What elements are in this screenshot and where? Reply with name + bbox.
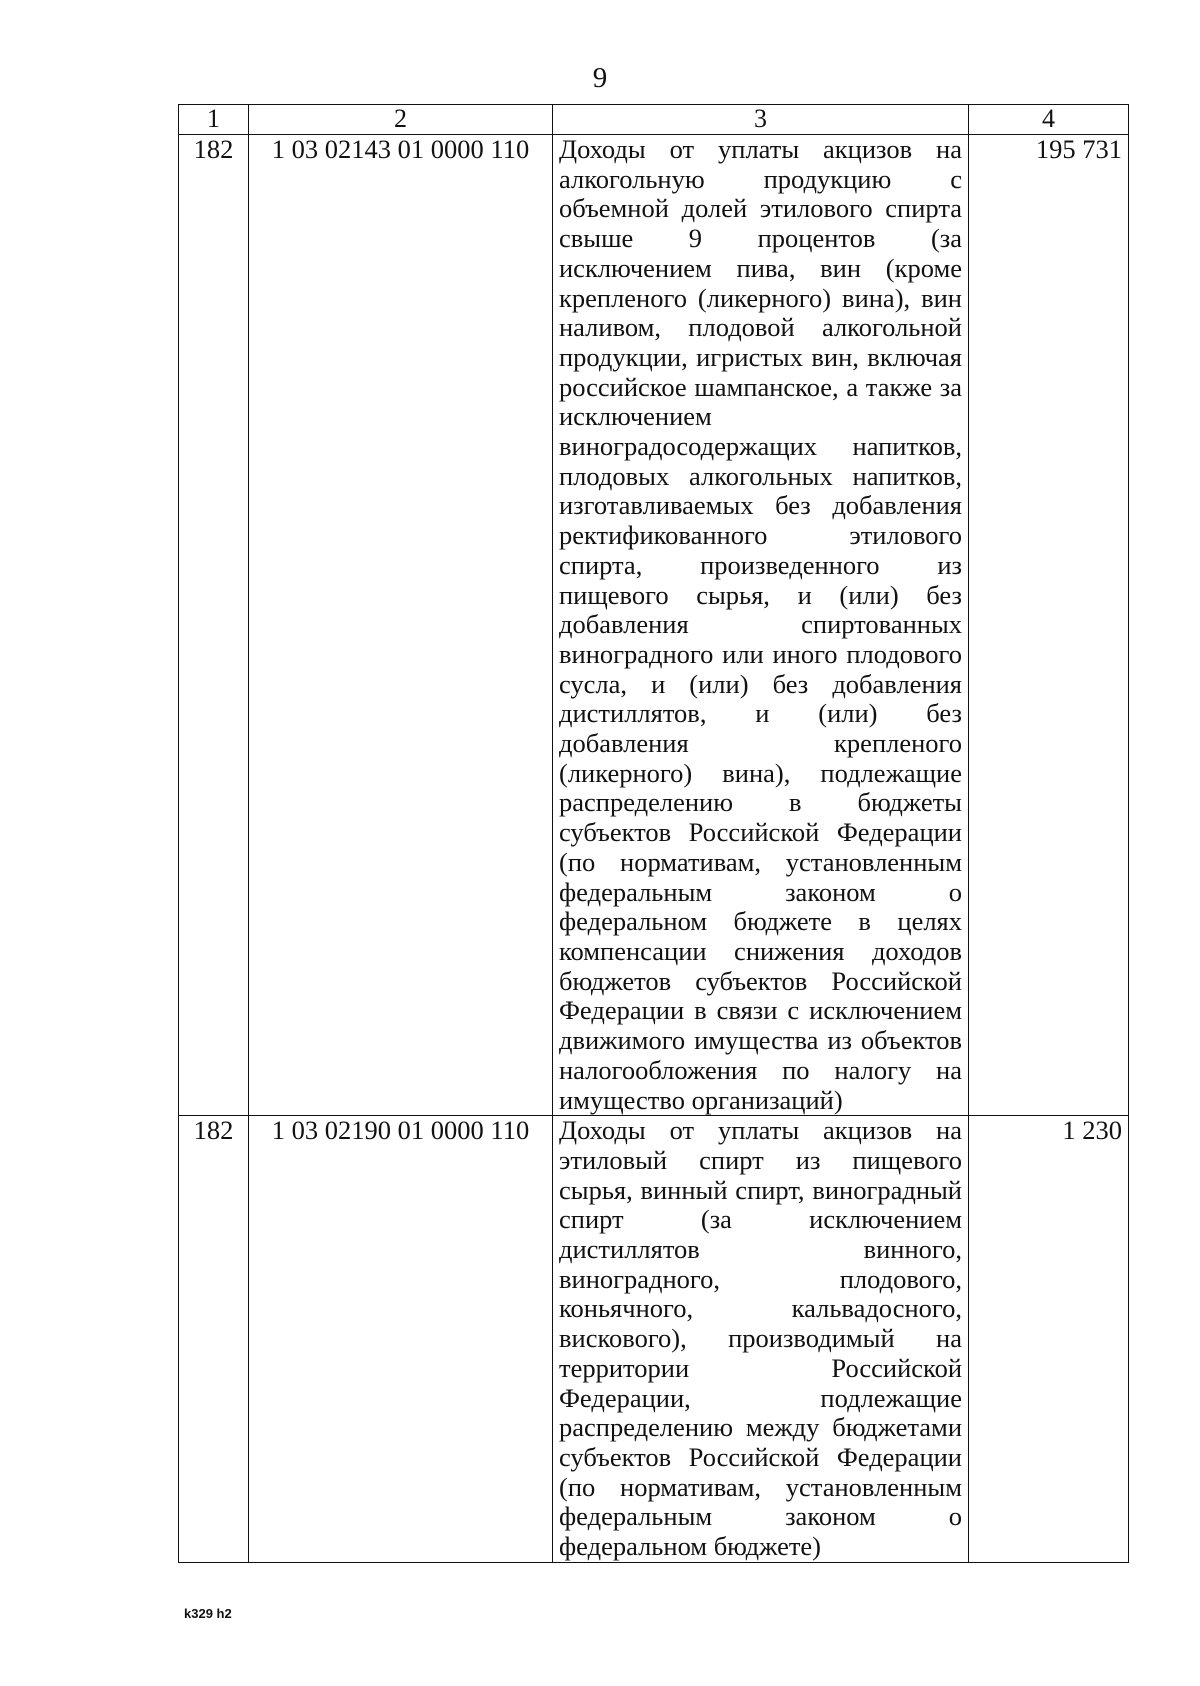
table-header-row: [179, 105, 1129, 135]
column-header-1: 1: [179, 105, 249, 135]
column-header-4: 4: [969, 105, 1129, 135]
page-number: 9: [592, 62, 608, 94]
budget-revenue-table: [178, 104, 1129, 1563]
kbk-code-cell: 1 03 02143 01 0000 110: [249, 135, 553, 1116]
column-header-3: 3: [553, 105, 969, 135]
table-row: [179, 1116, 1129, 1563]
column-header-2: 2: [249, 105, 553, 135]
kbk-code-cell: 1 03 02190 01 0000 110: [249, 1116, 553, 1563]
amount-cell: 195 731: [969, 135, 1129, 1116]
description-cell: Доходы от уплаты акцизов на этиловый спирт из пищевого сырья, винный спирт, виноградный спирт (за исключением дистиллятов винного, виноградного, плодового, коньячного, кальвадосного, вискового), производимый на территории Российской Федерации, подлежащие распределению между бюджетами субъектов Российской Федерации (по нормативам, установленным федеральным законом о федеральном бюджете): [553, 1116, 969, 1563]
amount-cell: 1 230: [969, 1116, 1129, 1563]
admin-code-cell: 182: [179, 135, 249, 1116]
description-cell: Доходы от уплаты акцизов на алкогольную продукцию с объемной долей этилового спирта свыше 9 процентов (за исключением пива, вин (кроме крепленого (ликерного) вина), вин наливом, плодовой алкогольной продукции, игристых вин, включая российское шампанское, а также за исключением виноградосодержащих напитков, плодовых алкогольных напитков, изготавливаемых без добавления ректификованного этилового спирта, произведенного из пищевого сырья, и (или) без добавления спиртованных виноградного или иного плодового сусла, и (или) без добавления дистиллятов, и (или) без добавления крепленого (ликерного) вина), подлежащие распределению в бюджеты субъектов Российской Федерации (по нормативам, установленным федеральным законом о федеральном бюджете в целях компенсации снижения доходов бюджетов субъектов Российской Федерации в связи с исключением движимого имущества из объектов налогообложения по налогу на имущество организаций): [553, 135, 969, 1116]
table-row: [179, 135, 1129, 1116]
footer-document-code: k329 h2: [184, 1606, 232, 1621]
admin-code-cell: 182: [179, 1116, 249, 1563]
